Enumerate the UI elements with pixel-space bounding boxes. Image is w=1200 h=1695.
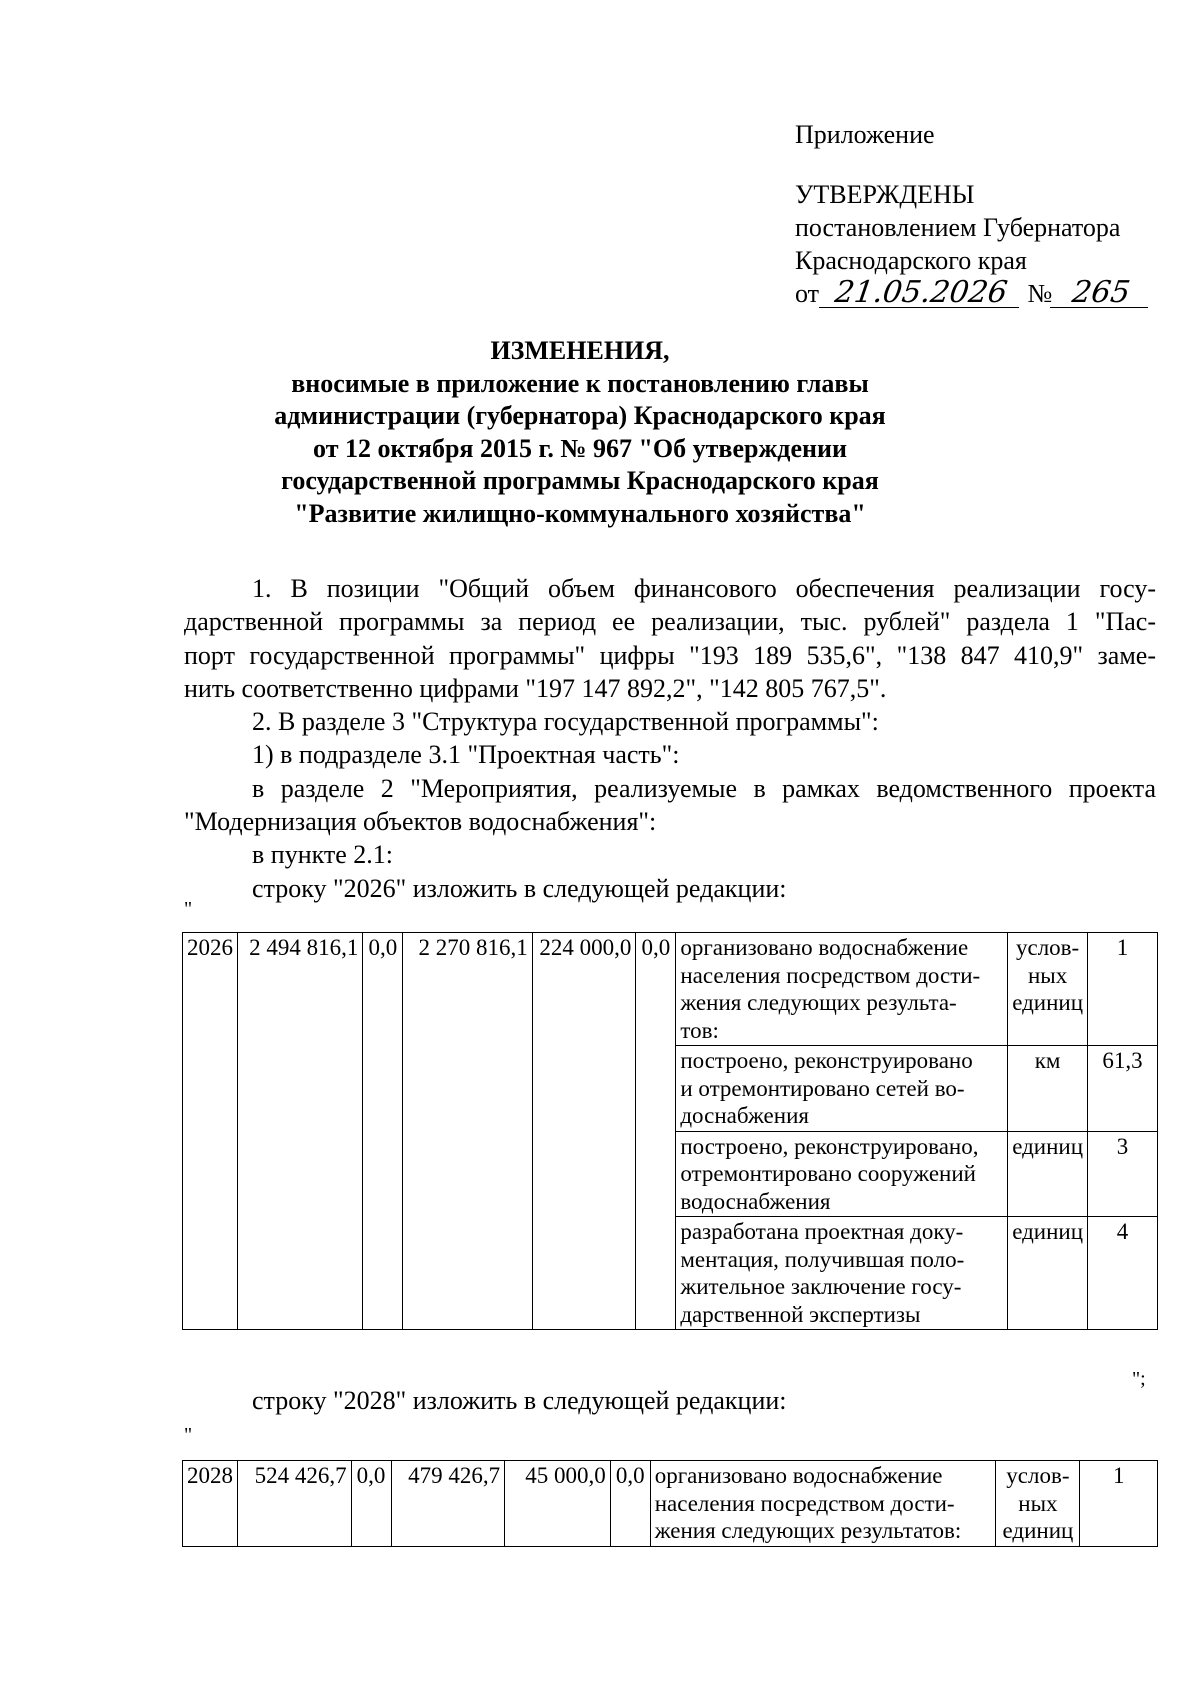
title-line-2: вносимые в приложение к постановлению главы (291, 368, 869, 398)
closing-quote-1: "; (1132, 1368, 1146, 1390)
total-cell: 2 494 816,1 (238, 933, 363, 1330)
unit-cell: единиц (1008, 1131, 1088, 1217)
paragraph-2: 2. В разделе 3 "Структура государственной программы": (252, 707, 879, 737)
document-body (184, 572, 1156, 905)
unit-cell: км (1008, 1046, 1088, 1132)
amount-cell: 2 270 816,1 (403, 933, 532, 1330)
title-line-6: "Развитие жилищно-коммунального хозяйства" (294, 498, 866, 528)
paragraph-1-line-3: порт государственной программы" цифры "193 189 535,6", "138 847 410,9" заме- (184, 640, 1156, 670)
document-body-2 (184, 1384, 1156, 1417)
amount-cell: 0,0 (363, 933, 403, 1330)
opening-quote-2: " (184, 1424, 193, 1446)
paragraph-7: строку "2028" изложить в следующей редакции: (252, 1386, 787, 1415)
approved-label: УТВЕРЖДЕНЫ (795, 180, 975, 209)
total-cell: 524 426,7 (238, 1461, 352, 1547)
amount-cell: 0,0 (351, 1461, 391, 1547)
paragraph-4-line-1: в разделе 2 "Мероприятия, реализуемые в рамках ведомственного проекта (252, 773, 1156, 803)
appendix-label: Приложение (795, 120, 935, 149)
table-row (183, 1461, 1158, 1547)
amount-cell: 0,0 (636, 933, 676, 1330)
value-cell: 4 (1088, 1217, 1158, 1330)
date-number-line (795, 277, 1150, 310)
amount-cell: 45 000,0 (505, 1461, 611, 1547)
table-2026 (182, 932, 1158, 1330)
decree-line: постановлением Губернатора (795, 213, 1121, 242)
unit-cell: услов- ных единиц (1008, 933, 1088, 1046)
region-line: Краснодарского края (795, 246, 1027, 275)
result-description: построено, реконструировано, отремонтировано сооружений водоснабжения (676, 1131, 1008, 1217)
value-cell: 1 (1080, 1461, 1158, 1547)
result-description: организовано водоснабжение населения посредством дости- жения следующих результа- тов: (676, 933, 1008, 1046)
result-description: разработана проектная доку- ментация, получившая поло- жительное заключение госу- дарственной экспертизы (676, 1217, 1008, 1330)
document-title (200, 335, 960, 530)
year-cell: 2026 (183, 933, 238, 1330)
handwritten-date: 21.05.2026 (819, 279, 1023, 308)
table-2028 (182, 1460, 1158, 1547)
table-row (183, 933, 1158, 1046)
paragraph-1-line-4: нить соответственно цифрами "197 147 892,2", "142 805 767,5". (184, 673, 887, 703)
number-prefix: № (1027, 279, 1053, 308)
title-line-3: администрации (губернатора) Краснодарского края (274, 401, 886, 430)
paragraph-1-line-2: дарственной программы за период ее реализации, тыс. рублей" раздела 1 "Пас- (184, 607, 1156, 637)
value-cell: 61,3 (1088, 1046, 1158, 1132)
amount-cell: 0,0 (610, 1461, 650, 1547)
unit-cell: услов- ных единиц (996, 1461, 1080, 1547)
title-line-4: от 12 октября 2015 г. № 967 "Об утверждении (313, 433, 847, 463)
year-cell: 2028 (183, 1461, 238, 1547)
date-prefix: от (795, 279, 820, 308)
paragraph-3: 1) в подразделе 3.1 "Проектная часть": (252, 740, 680, 770)
paragraph-1-line-1: 1. В позиции "Общий объем финансового обеспечения реализации госу- (252, 574, 1156, 603)
result-description: организовано водоснабжение населения посредством дости- жения следующих результатов: (650, 1461, 996, 1547)
amount-cell: 224 000,0 (532, 933, 636, 1330)
value-cell: 3 (1088, 1131, 1158, 1217)
amount-cell: 479 426,7 (391, 1461, 505, 1547)
title-line-1: ИЗМЕНЕНИЯ, (490, 336, 670, 365)
handwritten-number: 265 (1050, 279, 1152, 308)
opening-quote-1: " (184, 898, 193, 920)
result-description: построено, реконструировано и отремонтировано сетей во- доснабжения (676, 1046, 1008, 1132)
paragraph-6: строку "2026" изложить в следующей редакции: (252, 873, 787, 903)
paragraph-4-line-2: "Модернизация объектов водоснабжения": (184, 807, 657, 837)
unit-cell: единиц (1008, 1217, 1088, 1330)
paragraph-5: в пункте 2.1: (252, 840, 394, 870)
title-line-5: государственной программы Краснодарского края (281, 466, 879, 495)
value-cell: 1 (1088, 933, 1158, 1046)
